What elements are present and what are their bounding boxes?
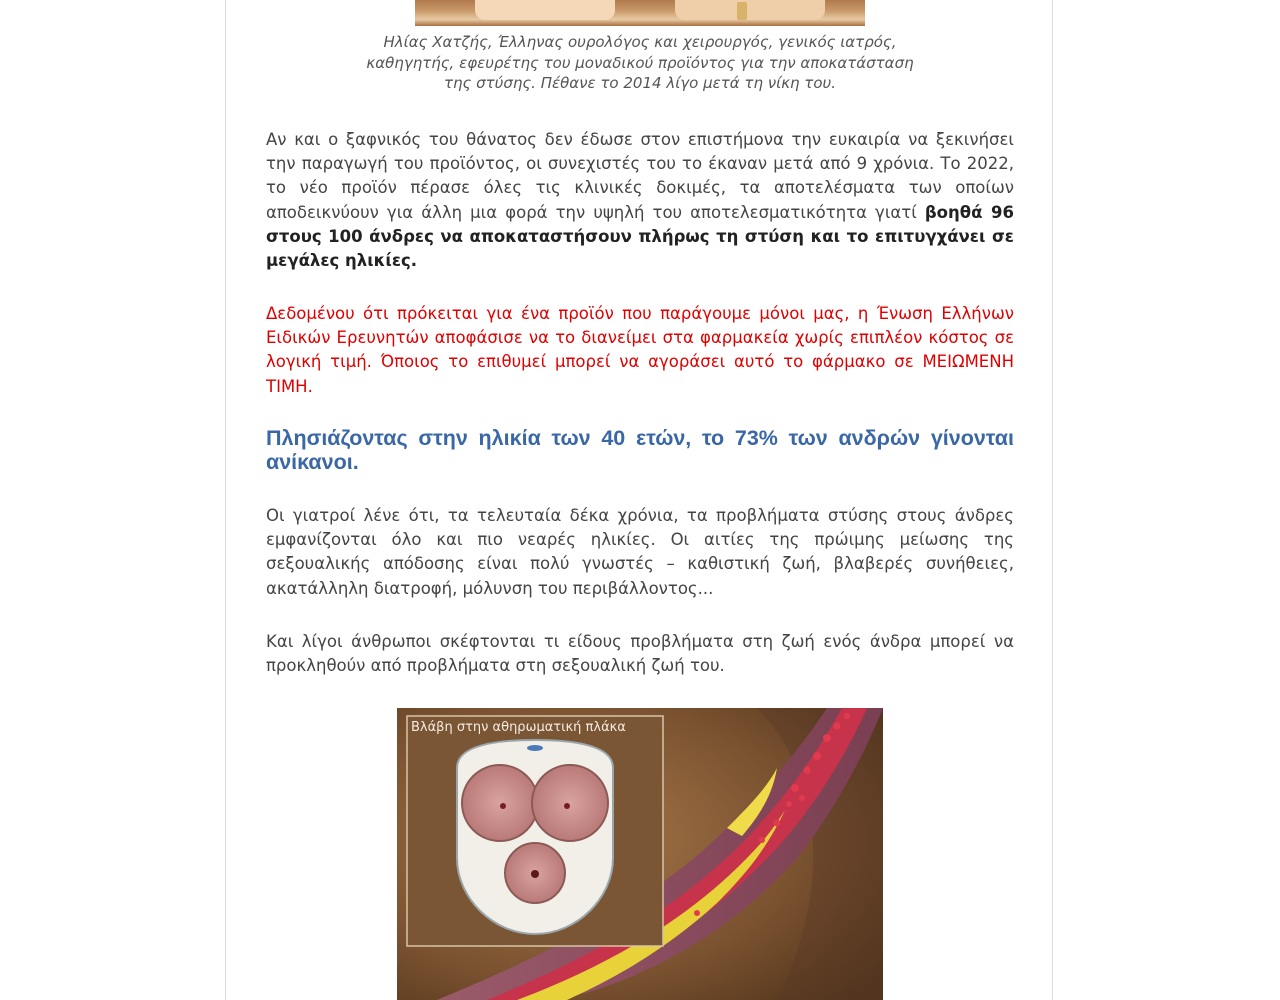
caption-line: καθηγητής, εφευρέτης του μοναδικού προϊόντος για την αποκατάσταση (366, 53, 914, 72)
paragraph-consequences: Και λίγοι άνθρωποι σκέφτονται τι είδους προβλήματα στη ζωή ενός άνδρα μπορεί να προκληθούν από προβλήματα στη σεξουαλική ζωή του. (266, 632, 1014, 676)
paragraph-price-notice: Δεδομένου ότι πρόκειται για ένα προϊόν που παράγουμε μόνοι μας, η Ένωση Ελλήνων Ειδικών Ερευνητών αποφάσισε να το διανείμει στα φαρμακεία χωρίς επιπλέον κόστος σε λογική τιμή. Όποιος το επιθυμεί μπορεί να αγοράσει αυτό το φάρμακο σε ΜΕΙΩΜΕΝΗ ΤΙΜΗ. (266, 304, 1014, 396)
paragraph-bold-claim: βοηθά 96 στους 100 άνδρες να αποκαταστήσουν πλήρως τη στύση και το επιτυγχάνει σε μεγάλες ηλικίες. (266, 202, 1014, 271)
paragraph-text: Αν και ο ξαφνικός του θάνατος δεν έδωσε στον επιστήμονα την ευκαιρία να ξεκινήσει την παραγωγή του προϊόντος, οι συνεχιστές του το έκαναν μετά από 9 χρόνια. Το 2022, το νέο προϊόν πέρασε όλες τις κλινικές δοκιμές, τα αποτελέσματα των οποίων αποδεικνύουν για άλλη μια φορά την υψηλή του αποτελεσματικότητα γιατί (266, 130, 1014, 222)
photo-hand-right (675, 0, 825, 20)
article-page (225, 0, 1053, 1000)
artery-illustration-graphic (397, 708, 883, 1000)
cross-section (457, 740, 613, 934)
paragraph-product-trials (266, 128, 1014, 273)
doctor-photo (415, 0, 865, 26)
paragraph-causes: Οι γιατροί λένε ότι, τα τελευταία δέκα χρόνια, τα προβλήματα στύσης στους άνδρες εμφανίζονται όλο και πιο νεαρές ηλικίες. Οι αιτίες της πρώιμης μείωσης της σεξουαλικής απόδοσης είναι πολύ γνωστές – καθιστική ζωή, βλαβερές συνήθειες, ακατάλληλη διατροφή, μόλυνση του περιβάλλοντος... (266, 506, 1014, 598)
photo-hand-left (475, 0, 615, 20)
photo-caption (366, 32, 914, 94)
section-heading: Πλησιάζοντας στην ηλικία των 40 ετών, το 73% των ανδρών γίνονται ανίκανοι. (266, 426, 1014, 474)
artery-illustration (397, 708, 883, 1000)
caption-line: της στύσης. Πέθανε το 2014 λίγο μετά τη νίκη του. (444, 74, 836, 92)
caption-line: Ηλίας Χατζής, Έλληνας ουρολόγος και χειρουργός, γενικός ιατρός, (383, 33, 897, 51)
illustration-label: Βλάβη στην αθηρωματική πλάκα (411, 720, 626, 735)
photo-watch (737, 2, 747, 20)
